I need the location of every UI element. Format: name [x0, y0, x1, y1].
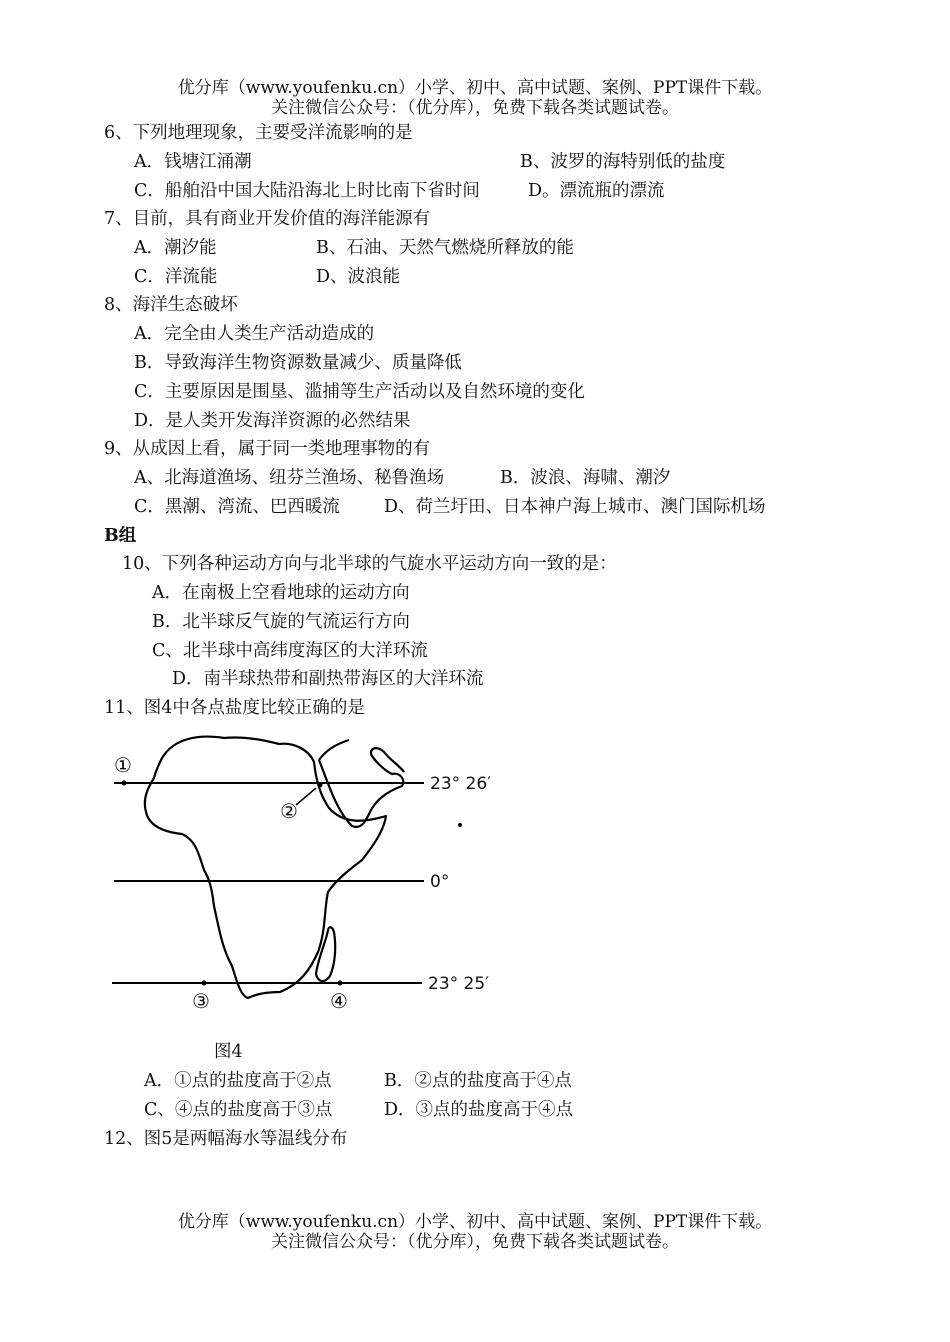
- q8-option-b: B．导致海洋生物资源数量减少、质量降低: [134, 353, 462, 373]
- point-4-label: ④: [330, 989, 348, 1013]
- q6-option-d: D。漂流瓶的漂流: [528, 181, 665, 201]
- latitude-label-equator: 0°: [430, 872, 450, 892]
- q10-option-d: D．南半球热带和副热带海区的大洋环流: [172, 669, 484, 689]
- q7-stem: 7、目前，具有商业开发价值的海洋能源有: [104, 209, 431, 229]
- q10-option-a: A．在南极上空看地球的运动方向: [152, 583, 410, 603]
- q11-option-d: D．③点的盐度高于④点: [384, 1100, 574, 1120]
- point-2-label: ②: [280, 799, 298, 823]
- point-3-label: ③: [192, 989, 210, 1013]
- q7-option-c: C．洋流能: [134, 267, 218, 287]
- q8-stem: 8、海洋生态破坏: [104, 295, 238, 315]
- q8-option-c: C．主要原因是围垦、滥捕等生产活动以及自然环境的变化: [134, 382, 585, 402]
- q11-option-b: B．②点的盐度高于④点: [384, 1071, 572, 1091]
- q9-option-b: B．波浪、海啸、潮汐: [500, 468, 671, 488]
- latitude-label-south: 23° 25′: [428, 974, 490, 994]
- q11-option-a: A．①点的盐度高于②点: [144, 1071, 332, 1091]
- footer-line-2: 关注微信公众号：（优分库），免费下载各类试题试卷。: [271, 1232, 679, 1252]
- q10-option-b: B．北半球反气旋的气流运行方向: [152, 612, 410, 632]
- q9-option-d: D、荷兰圩田、日本神户海上城市、澳门国际机场: [384, 497, 766, 517]
- q7-option-a: A．潮汐能: [134, 238, 217, 258]
- point-1-dot: [122, 781, 127, 786]
- q6-option-c: C．船舶沿中国大陆沿海北上时比南下省时间: [134, 181, 480, 201]
- q10-option-c: C、北半球中高纬度海区的大洋环流: [152, 641, 428, 661]
- point-1-label: ①: [114, 753, 132, 777]
- q11-option-c: C、④点的盐度高于③点: [144, 1100, 333, 1120]
- q7-option-d: D、波浪能: [316, 267, 401, 287]
- madagascar-outline: [316, 927, 335, 981]
- latitude-label-north: 23° 26′: [430, 774, 492, 794]
- point-4-dot: [338, 981, 343, 986]
- q9-stem: 9、从成因上看，属于同一类地理事物的有: [104, 439, 431, 459]
- header-line-1: 优分库（www.youfenku.cn）小学、初中、高中试题、案例、PPT课件下载。: [177, 78, 773, 98]
- header-line-2: 关注微信公众号：（优分库），免费下载各类试题试卷。: [271, 98, 679, 118]
- q9-option-c: C．黑潮、湾流、巴西暖流: [134, 497, 340, 517]
- q8-option-d: D．是人类开发海洋资源的必然结果: [134, 411, 411, 431]
- point-3-dot: [202, 981, 207, 986]
- africa-outline: [145, 737, 386, 998]
- figure-4-caption: 图4: [214, 1042, 243, 1062]
- point-2-dot: [318, 783, 323, 788]
- section-b-heading: B组: [104, 526, 137, 546]
- q8-option-a: A．完全由人类生产活动造成的: [134, 324, 375, 344]
- q12-stem: 12、图5是两幅海水等温线分布: [104, 1129, 348, 1149]
- q6-stem: 6、下列地理现象，主要受洋流影响的是: [104, 123, 413, 143]
- point-2-leader: [296, 788, 316, 805]
- q7-option-b: B、石油、天然气燃烧所释放的能: [316, 238, 574, 258]
- q6-option-b: B、波罗的海特别低的盐度: [520, 152, 726, 172]
- q9-option-a: A、北海道渔场、纽芬兰渔场、秘鲁渔场: [134, 468, 445, 488]
- q6-option-a: A．钱塘江涌潮: [134, 152, 252, 172]
- q11-stem: 11、图4中各点盐度比较正确的是: [104, 698, 365, 718]
- footer-line-1: 优分库（www.youfenku.cn）小学、初中、高中试题、案例、PPT课件下载。: [177, 1212, 773, 1232]
- stray-dot: [458, 823, 462, 827]
- q10-stem: 10、下列各种运动方向与北半球的气旋水平运动方向一致的是：: [122, 554, 617, 574]
